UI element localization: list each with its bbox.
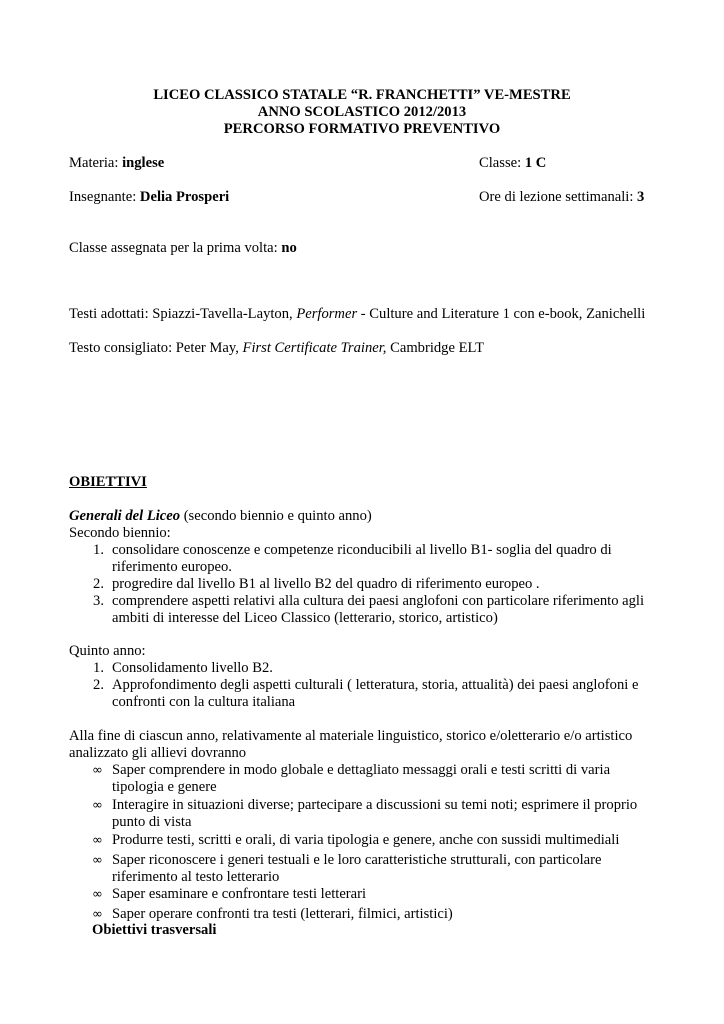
obiettivi-trasversali-heading: Obiettivi trasversali [92,922,217,938]
bullet-item: Produrre testi, scritti e orali, di varia tipologia e genere, anche con sussidi multimediali [112,832,620,848]
secondo-biennio-label: Secondo biennio: [69,525,171,541]
fine-anno-intro: Alla fine di ciascun anno, relativamente al materiale linguistico, storico e/oletterario e/o artistico [69,728,633,744]
classe-line [479,155,546,172]
list-number: 2. [93,576,104,592]
list-number: 1. [93,660,104,676]
ore-line [479,189,644,206]
assegnata-label: Classe assegnata per la prima volta: [69,240,282,256]
bullet-item: Saper operare confronti tra testi (letterari, filmici, artistici) [112,906,453,922]
generali-subtitle: (secondo biennio e quinto anno) [180,508,372,524]
testi-adottati-title: Performer [296,306,358,322]
infinity-bullet-icon: ∞ [92,833,103,848]
materia-line [69,155,164,172]
ore-label: Ore di lezione settimanali: [479,189,638,205]
classe-label: Classe: [479,155,525,171]
obiettivi-heading: OBIETTIVI [69,474,147,490]
classe-assegnata-line [69,240,297,257]
testo-consigliato-title: First Certificate Trainer, [242,340,387,356]
list-item: Consolidamento livello B2. [112,660,273,676]
infinity-bullet-icon: ∞ [92,763,103,778]
list-item-continuation: riferimento europeo. [112,559,232,575]
insegnante-label: Insegnante: [69,189,140,205]
bullet-item-continuation: riferimento al testo letterario [112,869,280,885]
list-item: progredire dal livello B1 al livello B2 del quadro di riferimento europeo . [112,576,540,592]
assegnata-value: no [281,240,297,256]
fine-anno-intro-continuation: analizzato gli allievi dovranno [69,745,247,761]
list-item-continuation: confronti con la cultura italiana [112,694,296,710]
bullet-item-continuation: tipologia e genere [112,779,217,795]
testo-consigliato-line [69,340,484,357]
classe-value: 1 C [524,155,547,171]
school-year: ANNO SCOLASTICO 2012/2013 [257,104,467,120]
testi-adottati-line [69,306,645,323]
generali-title: Generali del Liceo [69,508,181,524]
infinity-bullet-icon: ∞ [92,798,103,813]
list-item-continuation: ambiti di interesse del Liceo Classico (letterario, storico, artistico) [112,610,498,626]
school-title: LICEO CLASSICO STATALE “R. FRANCHETTI” VE-MESTRE [153,87,571,103]
list-item: Approfondimento degli aspetti culturali ( letteratura, storia, attualità) dei paesi anglofoni e [112,677,639,693]
list-number: 2. [93,677,104,693]
list-number: 1. [93,542,104,558]
materia-label: Materia: [69,155,123,171]
bullet-item: Saper esaminare e confrontare testi letterari [112,886,367,902]
ore-value: 3 [637,189,645,205]
list-item: comprendere aspetti relativi alla cultura dei paesi anglofoni con particolare riferimento agli [112,593,645,609]
testo-consigliato-prefix: Testo consigliato: Peter May, [69,340,243,356]
generali-line [69,508,372,525]
infinity-bullet-icon: ∞ [92,853,103,868]
quinto-anno-label: Quinto anno: [69,643,146,659]
list-number: 3. [93,593,104,609]
bullet-item-continuation: punto di vista [112,814,192,830]
materia-value: inglese [122,155,165,171]
bullet-item: Saper comprendere in modo globale e dettagliato messaggi orali e testi scritti di varia [112,762,611,778]
infinity-bullet-icon: ∞ [92,887,103,902]
testo-consigliato-suffix: Cambridge ELT [386,340,484,356]
list-item: consolidare conoscenze e competenze riconducibili al livello B1- soglia del quadro di [112,542,612,558]
testi-adottati-suffix: - Culture and Literature 1 con e-book, Zanichelli [357,306,646,322]
bullet-item: Interagire in situazioni diverse; partecipare a discussioni su temi noti; esprimere il proprio [112,797,638,813]
document-title: PERCORSO FORMATIVO PREVENTIVO [223,121,501,137]
infinity-bullet-icon: ∞ [92,907,103,922]
bullet-item: Saper riconoscere i generi testuali e le loro caratteristiche strutturali, con particolare [112,852,602,868]
insegnante-value: Delia Prosperi [139,189,230,205]
insegnante-line [69,189,229,206]
testi-adottati-prefix: Testi adottati: Spiazzi-Tavella-Layton, [69,306,297,322]
